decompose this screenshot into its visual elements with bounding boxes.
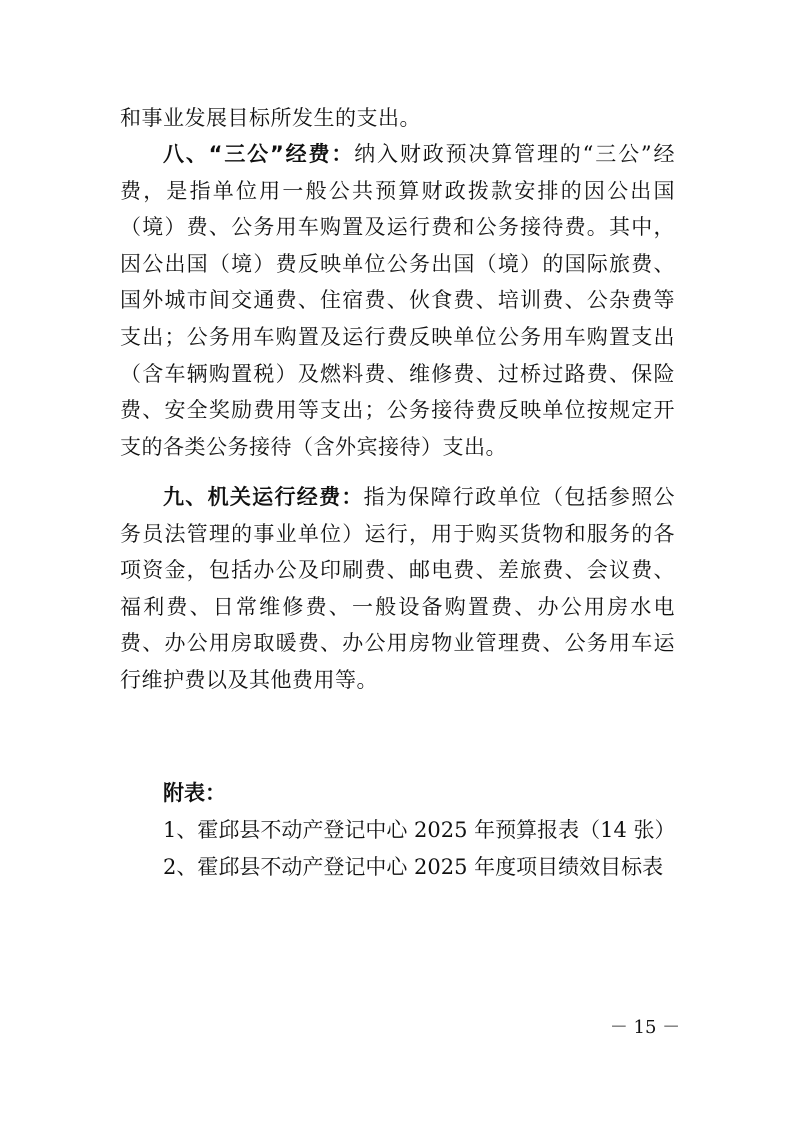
attachments-label: 附表： (163, 781, 226, 805)
paragraph-operating-expenses (120, 479, 675, 699)
section-body-operating-expenses: 指为保障行政单位（包括参照公务员法管理的事业单位）运行，用于购买货物和服务的各项资金，包括办公及印刷费、邮电费、差旅费、会议费、福利费、日常维修费、一般设备购置费、办公用房水电费、办公用房取暖费、办公用房物业管理费、公务用车运行维护费以及其他费用等。 (120, 485, 676, 692)
section-heading-operating-expenses: 九、机关运行经费： (163, 485, 364, 509)
section-heading-three-public-expenses: 八、“三公”经费： (163, 142, 355, 166)
attachment-item-budget-report: 1、霍邱县不动产登记中心 2025 年预算报表（14 张） (163, 818, 676, 842)
paragraph-continuation: 和事业发展目标所发生的支出。 (120, 106, 421, 130)
attachment-item-performance-targets: 2、霍邱县不动产登记中心 2025 年度项目绩效目标表 (163, 855, 664, 879)
section-body-three-public-expenses: 纳入财政预决算管理的“三公”经费，是指单位用一般公共预算财政拨款安排的因公出国（境）费、公务用车购置及运行费和公务接待费。其中，因公出国（境）费反映单位公务出国（境）的国际旅费、国外城市间交通费、住宿费、伙食费、培训费、公杂费等支出；公务用车购置及运行费反映单位公务用车购置支出（含车辆购置税）及燃料费、维修费、过桥过路费、保险费、安全奖励费用等支出；公务接待费反映单位按规定开支的各类公务接待（含外宾接待）支出。 (120, 142, 675, 459)
paragraph-three-public-expenses (120, 136, 675, 465)
page-number: － 15 － (609, 1017, 681, 1038)
